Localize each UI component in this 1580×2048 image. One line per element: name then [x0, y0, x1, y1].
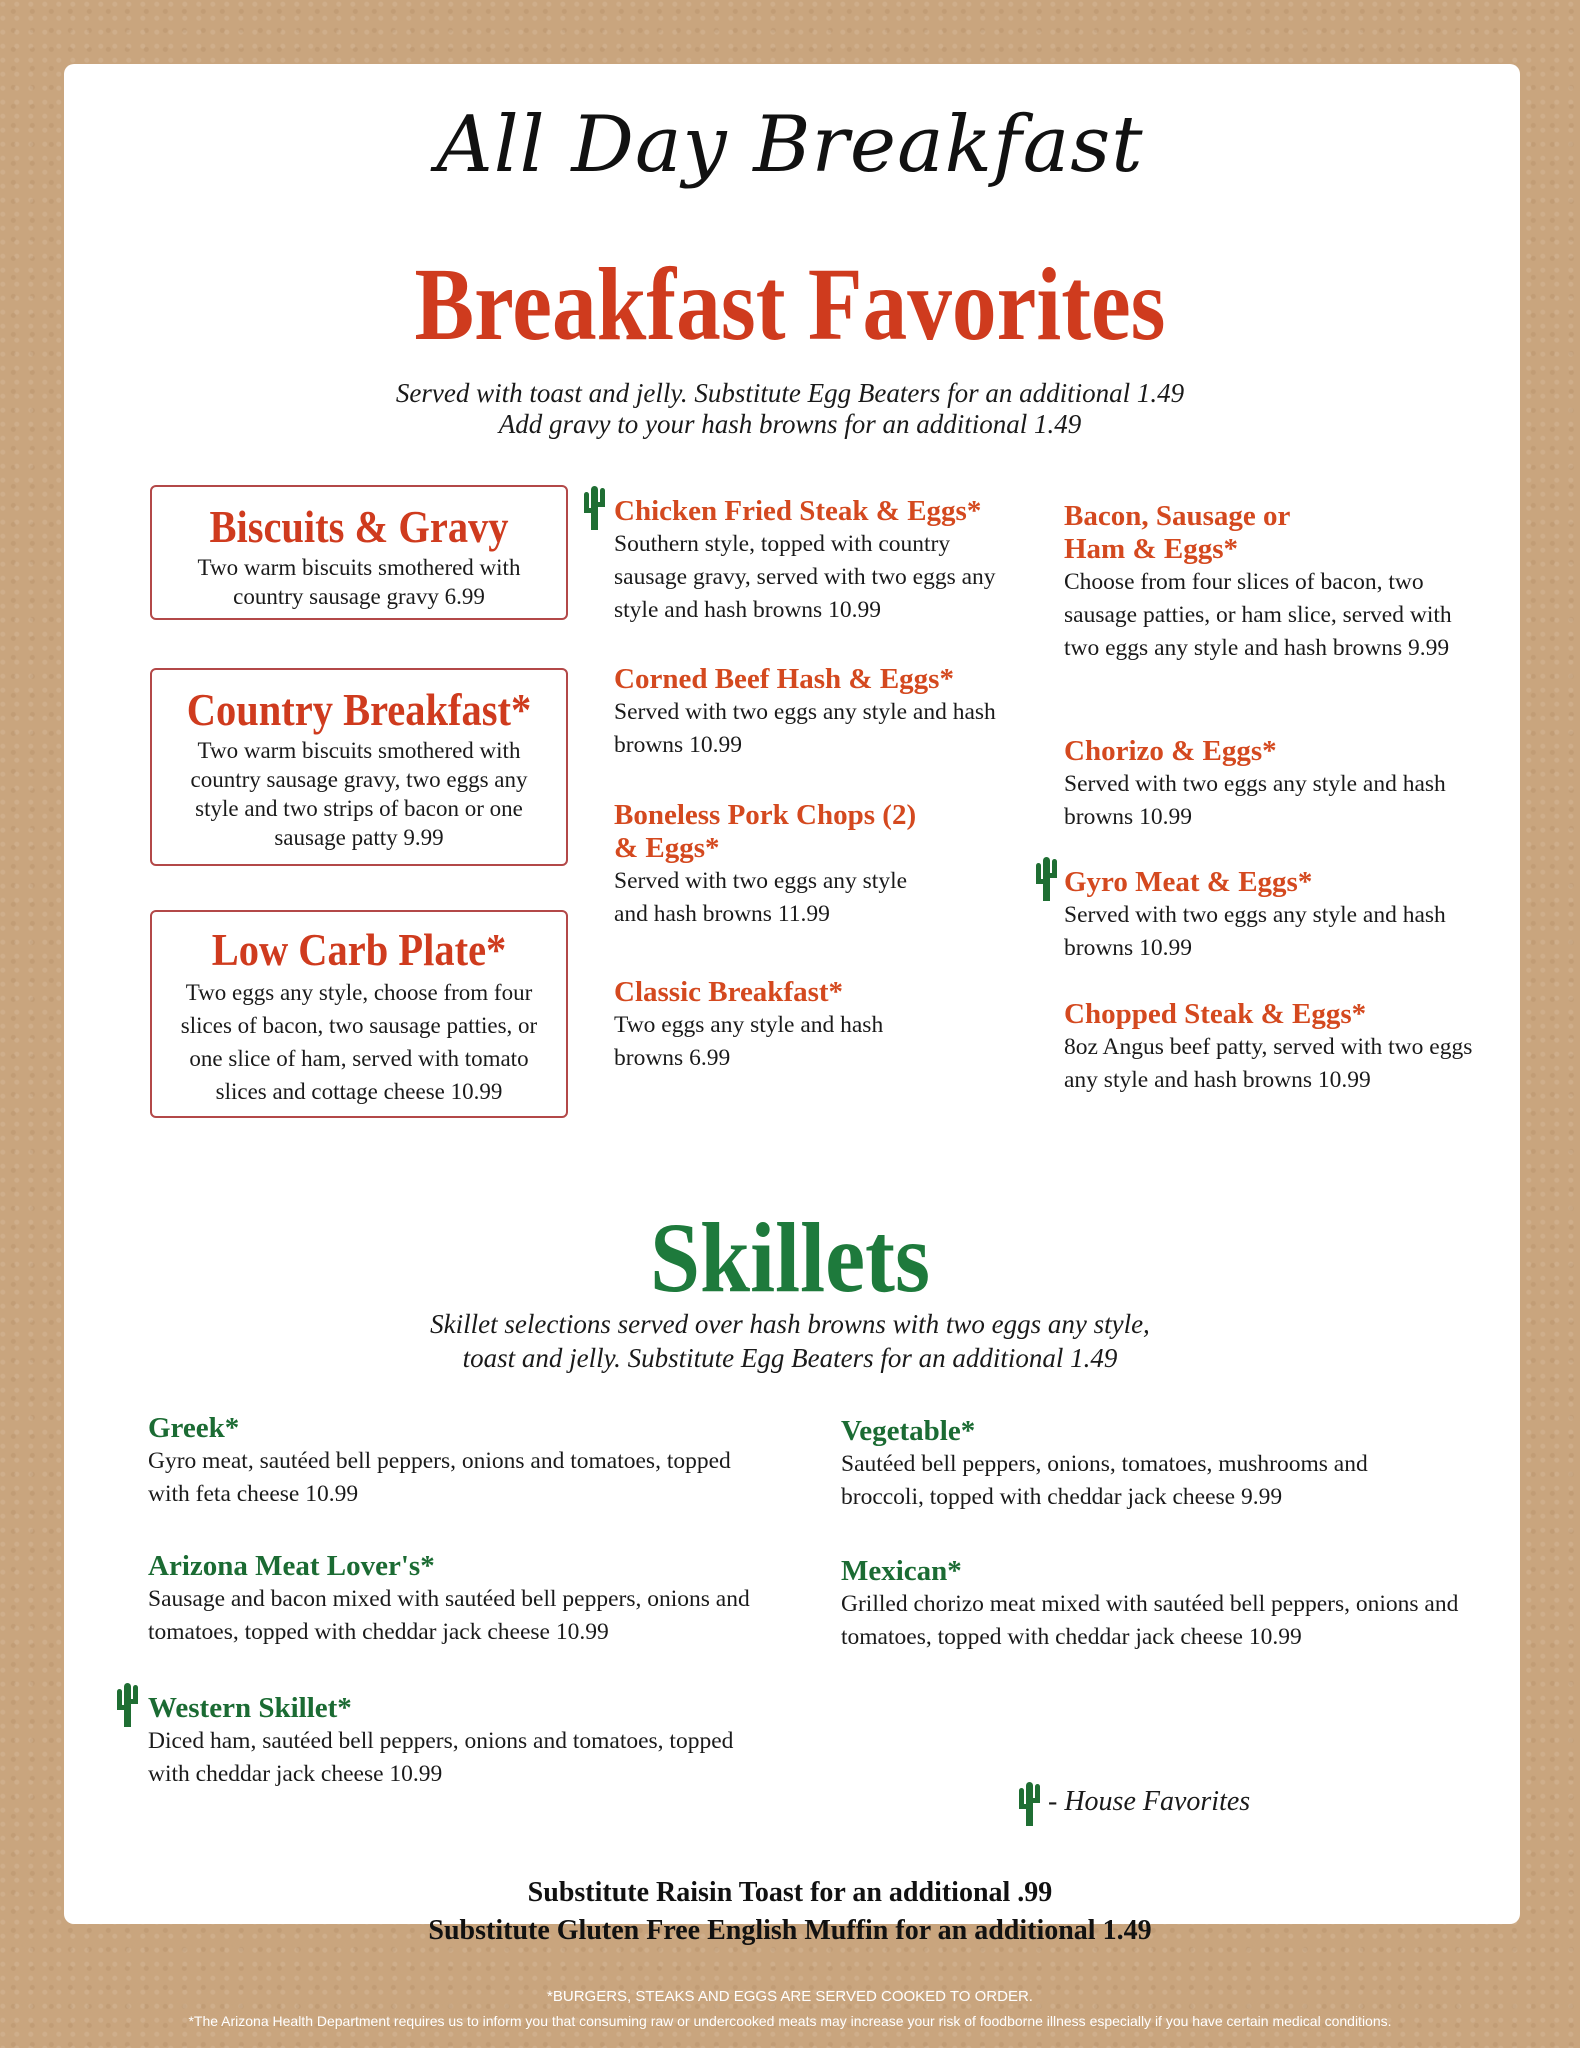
menu-item-gyro-meat: [1064, 866, 1454, 965]
item-title: Mexican*: [841, 1555, 962, 1587]
boxed-item-country-breakfast: [150, 668, 568, 866]
breakfast-favorites-title: Breakfast Favorites: [414, 247, 1166, 362]
menu-item-chorizo-eggs: [1064, 735, 1454, 834]
item-description: Two warm biscuits smothered with country sausage gravy 6.99: [197, 555, 521, 609]
item-title: Country Breakfast*: [186, 684, 532, 735]
cactus-icon: [1035, 857, 1057, 901]
item-description: Grilled chorizo meat mixed with sautéed bell peppers, onions and tomatoes, topped with cheddar jack cheese 10.99: [841, 1591, 1459, 1650]
skillets-subtitle-2: toast and jelly. Substitute Egg Beaters for an additional 1.49: [462, 1343, 1118, 1373]
menu-item-classic-breakfast: [614, 976, 914, 1075]
item-title: Gyro Meat & Eggs*: [1064, 866, 1313, 898]
item-description: Choose from four slices of bacon, two sausage patties, or ham slice, served with two eggs any style and hash browns 9.99: [1064, 569, 1452, 661]
skillets-subtitle-1: Skillet selections served over hash browns with two eggs any style,: [430, 1309, 1150, 1339]
item-description: Sausage and bacon mixed with sautéed bell peppers, onions and tomatoes, topped with cheddar jack cheese 10.99: [148, 1586, 750, 1645]
item-title: Vegetable*: [841, 1415, 976, 1447]
menu-item-bacon-sausage-ham: [1064, 500, 1484, 665]
all-day-breakfast-title: All Day Breakfast: [436, 100, 1144, 190]
cactus-icon: [583, 486, 605, 530]
item-title: Low Carb Plate*: [211, 924, 507, 975]
item-description: Two warm biscuits smothered with country sausage gravy, two eggs any style and two strips of bacon or one sausage patty 9.99: [190, 738, 528, 850]
item-description: Gyro meat, sautéed bell peppers, onions and tomatoes, topped with feta cheese 10.99: [148, 1448, 731, 1507]
item-description: Served with two eggs any style and hash browns 10.99: [1064, 771, 1446, 830]
gluten-free-muffin-note: Substitute Gluten Free English Muffin for an additional 1.49: [428, 1915, 1152, 1946]
item-title: Classic Breakfast*: [614, 976, 844, 1008]
item-title: Western Skillet*: [148, 1692, 352, 1724]
skillet-item-arizona-meat-lovers: [148, 1550, 788, 1649]
item-title: Chopped Steak & Eggs*: [1064, 998, 1367, 1030]
item-title: Biscuits & Gravy: [209, 501, 509, 552]
boxed-item-biscuits-gravy: [150, 485, 568, 620]
item-title: Corned Beef Hash & Eggs*: [614, 663, 954, 695]
item-title: Chorizo & Eggs*: [1064, 735, 1277, 767]
item-description: Sautéed bell peppers, onions, tomatoes, mushrooms and broccoli, topped with cheddar jack cheese 9.99: [841, 1451, 1368, 1510]
footer-cooked-to-order: *BURGERS, STEAKS AND EGGS ARE SERVED COOKED TO ORDER.: [547, 1988, 1033, 2005]
item-title: Bacon, Sausage or Ham & Eggs*: [1064, 500, 1290, 565]
raisin-toast-note: Substitute Raisin Toast for an additional .99: [527, 1877, 1053, 1908]
item-title: Greek*: [148, 1412, 240, 1444]
item-description: Served with two eggs any style and hash browns 11.99: [614, 868, 908, 927]
footer-health-warning: *The Arizona Health Department requires us to inform you that consuming raw or undercooked meats may increase your risk of foodborne illness especially if you have certain medical conditions.: [188, 2013, 1392, 2029]
skillet-item-greek: [148, 1412, 738, 1511]
cactus-icon: [1018, 1782, 1040, 1826]
skillet-item-vegetable: [841, 1415, 1441, 1514]
item-title: Chicken Fried Steak & Eggs*: [614, 495, 982, 527]
menu-item-chopped-steak: [1064, 998, 1474, 1097]
item-title: Boneless Pork Chops (2) & Eggs*: [614, 799, 917, 864]
item-description: Two eggs any style, choose from four slices of bacon, two sausage patties, or one slice of ham, served with tomato slices and cottage cheese 10.99: [180, 980, 538, 1104]
cactus-icon: [116, 1683, 138, 1727]
item-title: Arizona Meat Lover's*: [148, 1550, 435, 1582]
item-description: Served with two eggs any style and hash browns 10.99: [614, 699, 996, 758]
boxed-item-low-carb-plate: [150, 910, 568, 1118]
skillet-item-western: [148, 1692, 738, 1791]
menu-item-chicken-fried-steak: [614, 495, 1014, 627]
menu-item-boneless-pork-chops: [614, 799, 944, 931]
house-favorites-legend: - House Favorites: [1048, 1786, 1251, 1817]
item-description: Two eggs any style and hash browns 6.99: [614, 1012, 884, 1071]
item-description: Served with two eggs any style and hash browns 10.99: [1064, 902, 1446, 961]
skillets-title: Skillets: [649, 1202, 931, 1313]
menu-item-corned-beef-hash: [614, 663, 1004, 762]
item-description: 8oz Angus beef patty, served with two eggs any style and hash browns 10.99: [1064, 1034, 1473, 1093]
item-description: Diced ham, sautéed bell peppers, onions and tomatoes, topped with cheddar jack cheese 10.99: [148, 1728, 734, 1787]
skillet-item-mexican: [841, 1555, 1481, 1654]
breakfast-subtitle-1: Served with toast and jelly. Substitute Egg Beaters for an additional 1.49: [395, 378, 1185, 408]
item-description: Southern style, topped with country sausage gravy, served with two eggs any style and hash browns 10.99: [614, 531, 996, 623]
breakfast-subtitle-2: Add gravy to your hash browns for an additional 1.49: [498, 409, 1082, 439]
